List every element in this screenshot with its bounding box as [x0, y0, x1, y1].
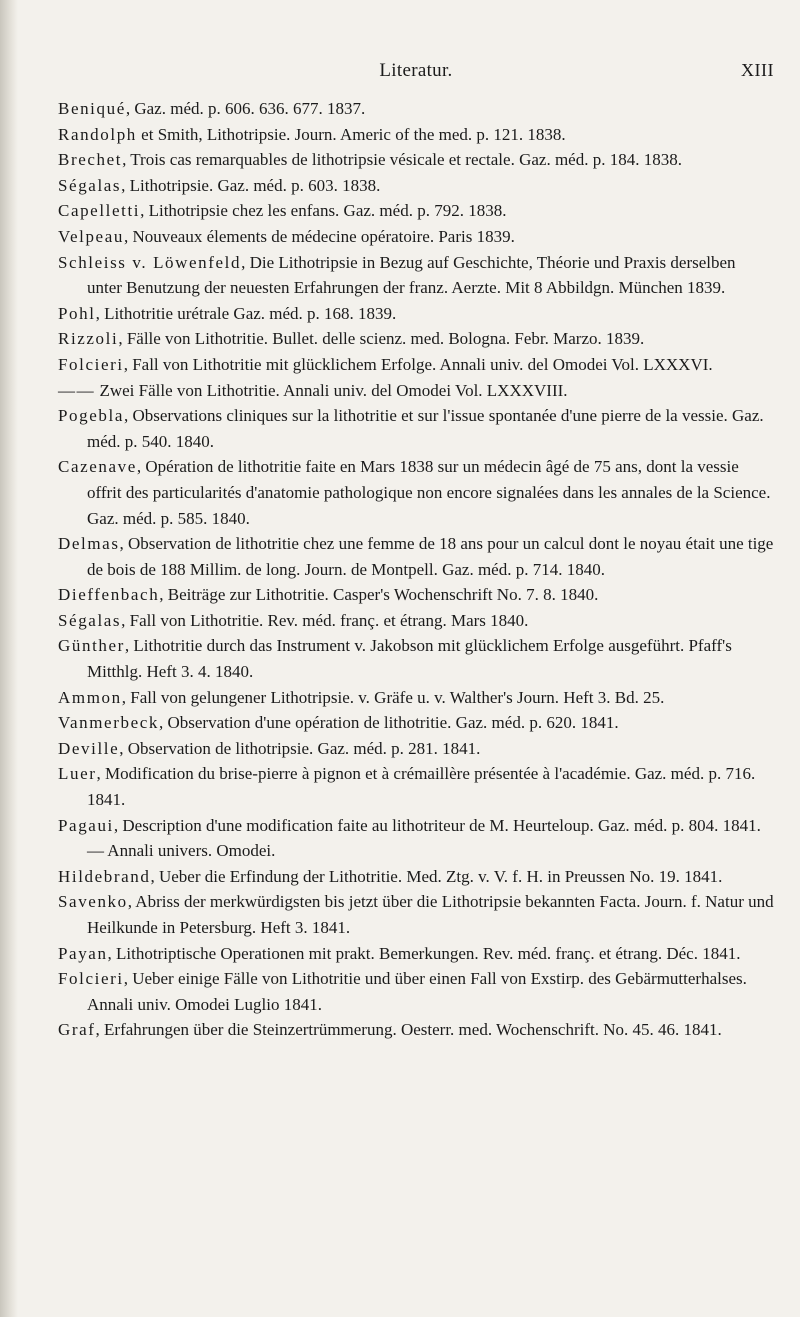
entry-author: Dieffenbach: [58, 585, 160, 605]
entry-author: Hildebrand: [58, 866, 151, 886]
entry-author: Capelletti: [58, 201, 141, 221]
entry-author: Folcieri: [58, 354, 124, 374]
bibliography-entry: [58, 685, 774, 711]
bibliography-entry: [58, 1017, 774, 1043]
entry-citation: Zwei Fälle von Lithotritie. Annali univ. del Omodei Vol. LXXXVIII.: [95, 380, 568, 400]
entry-author: Graf: [58, 1020, 96, 1040]
entry-citation: , Erfahrungen über die Steinzertrümmerung. Oesterr. med. Wochenschrift. No. 45. 46. 1841.: [95, 1020, 722, 1040]
entry-author: Randolph: [58, 124, 137, 144]
entry-author: Rizzoli: [58, 329, 119, 349]
entry-citation: , Trois cas remarquables de lithotripsie vésicale et rectale. Gaz. méd. p. 184. 1838.: [122, 150, 682, 170]
bibliography-entry: [58, 198, 774, 224]
entry-citation: , Fall von Lithotritie. Rev. méd. franç. et étrang. Mars 1840.: [121, 610, 529, 630]
entry-citation: , Observation de lithotritie chez une femme de 18 ans pour un calcul dont le noyau était une tige de bois de 188 Millim. de long. Journ. de Montpell. Gaz. méd. p. 714. 1840.: [87, 534, 774, 579]
entry-citation: , Abriss der merkwürdigsten bis jetzt über die Lithotripsie bekannten Facta. Journ. f. Natur und Heilkunde in Petersburg. Heft 3. 1841.: [87, 892, 774, 937]
entry-citation: , Ueber die Erfindung der Lithotritie. Med. Ztg. v. V. f. H. in Preussen No. 19. 1841.: [150, 866, 723, 886]
entry-author: Delmas: [58, 534, 120, 554]
entry-citation: , Modification du brise-pierre à pignon et à crémaillère présentée à l'académie. Gaz. méd. p. 716. 1841.: [87, 764, 756, 810]
entry-author: Savenko: [58, 892, 128, 912]
entry-author: Ségalas: [58, 175, 122, 195]
entry-author: Ammon: [58, 687, 122, 707]
bibliography-entry: [58, 608, 774, 634]
entry-citation: , Lithotripsie chez les enfans. Gaz. méd. p. 792. 1838.: [140, 201, 507, 221]
entry-citation: et Smith, Lithotripsie. Journ. Americ of the med. p. 121. 1838.: [136, 124, 566, 144]
entry-citation: , Observations cliniques sur la lithotritie et sur l'issue spontanée d'une pierre de la vessie. Gaz. méd. p. 540. 1840.: [87, 406, 764, 451]
entry-author: Pohl: [58, 303, 96, 323]
bibliography-entry: [58, 147, 774, 173]
bibliography-entry: [58, 96, 774, 122]
entry-author: Beniqué: [58, 99, 126, 118]
entry-author: Velpeau: [58, 226, 124, 246]
bibliography-entry: [58, 301, 774, 327]
entry-author: Deville: [58, 738, 120, 758]
bibliography-entry: [58, 454, 774, 531]
bibliography-entry: [58, 250, 774, 301]
entry-author: Brechet: [58, 150, 123, 170]
bibliography-entry: [58, 761, 774, 812]
bibliography-entry: [58, 710, 774, 736]
entry-citation: , Ueber einige Fälle von Lithotritie und über einen Fall von Exstirp. des Gebärmutterhalses. Annali univ. Omodei Luglio 1841.: [87, 969, 747, 1014]
entry-citation: , Fälle von Lithotritie. Bullet. delle scienz. med. Bologna. Febr. Marzo. 1839.: [118, 329, 645, 349]
bibliography-entry: [58, 582, 774, 608]
bibliography-entry: [58, 813, 774, 864]
entry-author: ——: [58, 380, 96, 400]
bibliography-entry: [58, 736, 774, 762]
bibliography-entry: [58, 352, 774, 378]
bibliography-entry: [58, 224, 774, 250]
entry-citation: , Observation d'une opération de lithotritie. Gaz. méd. p. 620. 1841.: [158, 713, 619, 733]
entry-citation: , Observation de lithotripsie. Gaz. méd. p. 281. 1841.: [119, 738, 481, 758]
bibliography-entry: [58, 326, 774, 352]
running-head: [58, 60, 774, 84]
entry-citation: , Lithotripsie. Gaz. méd. p. 603. 1838.: [121, 175, 381, 195]
entry-author: Pagaui: [58, 815, 114, 835]
entry-citation: , Lithotriptische Operationen mit prakt. Bemerkungen. Rev. méd. franç. et étrang. Déc. 1841.: [107, 943, 741, 963]
entry-author: Luer: [58, 764, 97, 784]
entry-author: Günther: [58, 636, 125, 656]
bibliography-entry: [58, 941, 774, 967]
entry-citation: , Die Lithotripsie in Bezug auf Geschichte, Théorie und Praxis derselben unter Benutzung der neuesten Erfahrungen der franz. Aerzte. Mit 8 Abbildgn. München 1839.: [87, 252, 736, 298]
entry-citation: , Beiträge zur Lithotritie. Casper's Wochenschrift No. 7. 8. 1840.: [159, 585, 599, 605]
page-title: Literatur.: [379, 60, 453, 81]
entry-citation: , Opération de lithotritie faite en Mars 1838 sur un médecin âgé de 75 ans, dont la vessie offrit des particularités d'anatomie pathologique non encore signalées dans les annales de la Science. Gaz. méd. p. 585. 1840.: [87, 457, 771, 528]
bibliography-entry: [58, 889, 774, 940]
entry-citation: , Fall von Lithotritie mit glücklichem Erfolge. Annali univ. del Omodei Vol. LXXXVI.: [123, 354, 713, 374]
bibliography-entry: [58, 531, 774, 582]
entry-citation: , Lithotritie durch das Instrument v. Jakobson mit glücklichem Erfolge ausgeführt. Pfaff's Mitthlg. Heft 3. 4. 1840.: [87, 636, 732, 682]
entry-author: Vanmerbeck: [58, 713, 159, 733]
bibliography-entry: [58, 864, 774, 890]
entry-citation: , Gaz. méd. p. 606. 636. 677. 1837.: [125, 99, 366, 118]
bibliography-entry: [58, 966, 774, 1017]
entry-author: Schleiss v. Löwenfeld: [58, 252, 242, 272]
page-number: XIII: [741, 60, 774, 80]
bibliography-entry: [58, 173, 774, 199]
entry-author: Payan: [58, 943, 108, 963]
entry-author: Ségalas: [58, 610, 122, 630]
entry-citation: , Nouveaux élements de médecine opératoire. Paris 1839.: [123, 226, 515, 246]
bibliography-entry: [58, 633, 774, 684]
bibliography-list: [58, 96, 774, 1043]
entry-author: Folcieri: [58, 969, 124, 989]
bibliography-entry: [58, 378, 774, 404]
entry-citation: , Fall von gelungener Lithotripsie. v. Gräfe u. v. Walther's Journ. Heft 3. Bd. 25.: [121, 687, 665, 707]
bibliography-entry: [58, 122, 774, 148]
entry-citation: , Description d'une modification faite au lithotriteur de M. Heurteloup. Gaz. méd. p. 804. 1841. — Annali univers. Omodei.: [87, 815, 761, 861]
entry-author: Cazenave: [58, 457, 137, 477]
entry-author: Pogebla: [58, 406, 124, 426]
bibliography-entry: [58, 403, 774, 454]
entry-citation: , Lithotritie urétrale Gaz. méd. p. 168. 1839.: [95, 303, 397, 323]
